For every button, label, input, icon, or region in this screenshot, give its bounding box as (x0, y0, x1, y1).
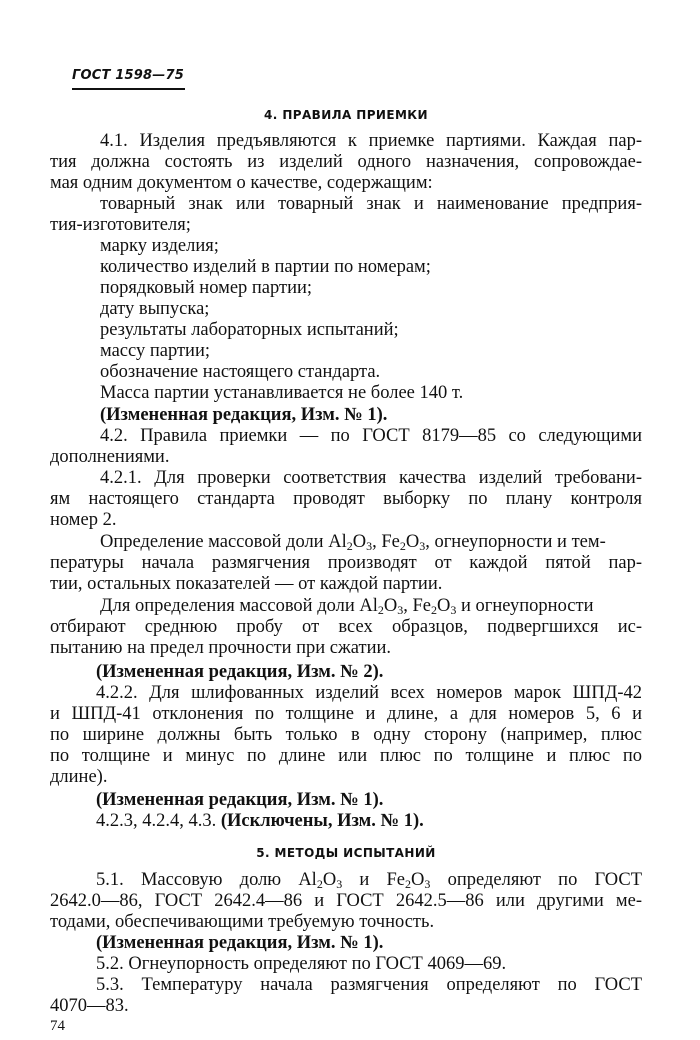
text-line: тия-изготовителя; (50, 215, 191, 235)
text-line: тодами, обеспечивающими требуемую точность. (50, 912, 435, 932)
text-line: 5.2. Огнеупорность определяют по ГОСТ 4069—69. (96, 954, 507, 974)
page-number: 74 (50, 1018, 65, 1034)
text-line: пытанию на предел прочности при сжатии. (50, 638, 392, 658)
list-item: марку изделия; (100, 236, 219, 256)
text-line: 4.2. Правила приемки — по ГОСТ 8179—85 со следующими (100, 426, 642, 446)
text-line: 4070—83. (50, 996, 129, 1016)
text-line: 5.3. Температуру начала размягчения определяют по ГОСТ (96, 975, 642, 995)
section-4-title: 4. ПРАВИЛА ПРИЕМКИ (264, 108, 428, 122)
list-item: количество изделий в партии по номерам; (100, 257, 431, 277)
text-line-formula: Для определения массовой доли $Al_2O_3$, $Fe_2O_3$ и огнеупорности (100, 596, 594, 617)
section-5-title: 5. МЕТОДЫ ИСПЫТАНИЙ (256, 846, 436, 860)
text-line: ям настоящего стандарта проводят выборку по плану контроля (50, 489, 642, 509)
text-line: 4.1. Изделия предъявляются к приемке партиями. Каждая пар- (100, 131, 642, 151)
text-line: дополнениями. (50, 447, 170, 467)
list-item: результаты лабораторных испытаний; (100, 320, 399, 340)
list-item: дату выпуска; (100, 299, 210, 319)
excluded-clauses: 4.2.3, 4.2.4, 4.3. (Исключены, Изм. № 1). (96, 811, 424, 831)
amendment-note: (Измененная редакция, Изм. № 1). (100, 405, 388, 425)
text-line: длине). (50, 767, 108, 787)
text-line: по ширине должны быть только в одну сторону (например, плюс (50, 725, 642, 745)
text-line: мая одним документом о качестве, содержащим: (50, 173, 433, 193)
header-rule (72, 88, 185, 90)
list-item: обозначение настоящего стандарта. (100, 362, 381, 382)
text-line: 4.2.2. Для шлифованных изделий всех номеров марок ШПД-42 (96, 683, 642, 703)
text-line: по толщине и минус по длине или плюс по толщине и плюс по (50, 746, 642, 766)
text-line: 2642.0—86, ГОСТ 2642.4—86 и ГОСТ 2642.5—86 или другими ме- (50, 891, 642, 911)
text-line: товарный знак или товарный знак и наименование предприя- (100, 194, 642, 214)
amendment-note: (Измененная редакция, Изм. № 1). (96, 933, 384, 953)
text-line: отбирают среднюю пробу от всех образцов, подвергшихся ис- (50, 617, 642, 637)
text-line-formula: Определение массовой доли $Al_2O_3$, $Fe_2O_3$, огнеупорности и тем- (100, 532, 606, 553)
text-line: номер 2. (50, 510, 117, 530)
text-line: тия должна состоять из изделий одного назначения, сопровождае- (50, 152, 642, 172)
list-item: порядковый номер партии; (100, 278, 313, 298)
text-line: Масса партии устанавливается не более 140 т. (100, 383, 464, 403)
text-line-formula: 5.1. Массовую долю $Al_2O_3$ и $Fe_2O_3$ определяют по ГОСТ (96, 870, 642, 891)
list-item: массу партии; (100, 341, 210, 361)
text-line: и ШПД-41 отклонения по толщине и длине, а для номеров 5, 6 и (50, 704, 642, 724)
amendment-note: (Измененная редакция, Изм. № 1). (96, 790, 384, 810)
amendment-note: (Измененная редакция, Изм. № 2). (96, 662, 384, 682)
text-line: тии, остальных показателей — от каждой партии. (50, 574, 443, 594)
text-line: пературы начала размягчения производят от каждой пятой пар- (50, 553, 642, 573)
document-header: ГОСТ 1598—75 (72, 68, 184, 83)
text-line: 4.2.1. Для проверки соответствия качества изделий требовани- (100, 468, 642, 488)
